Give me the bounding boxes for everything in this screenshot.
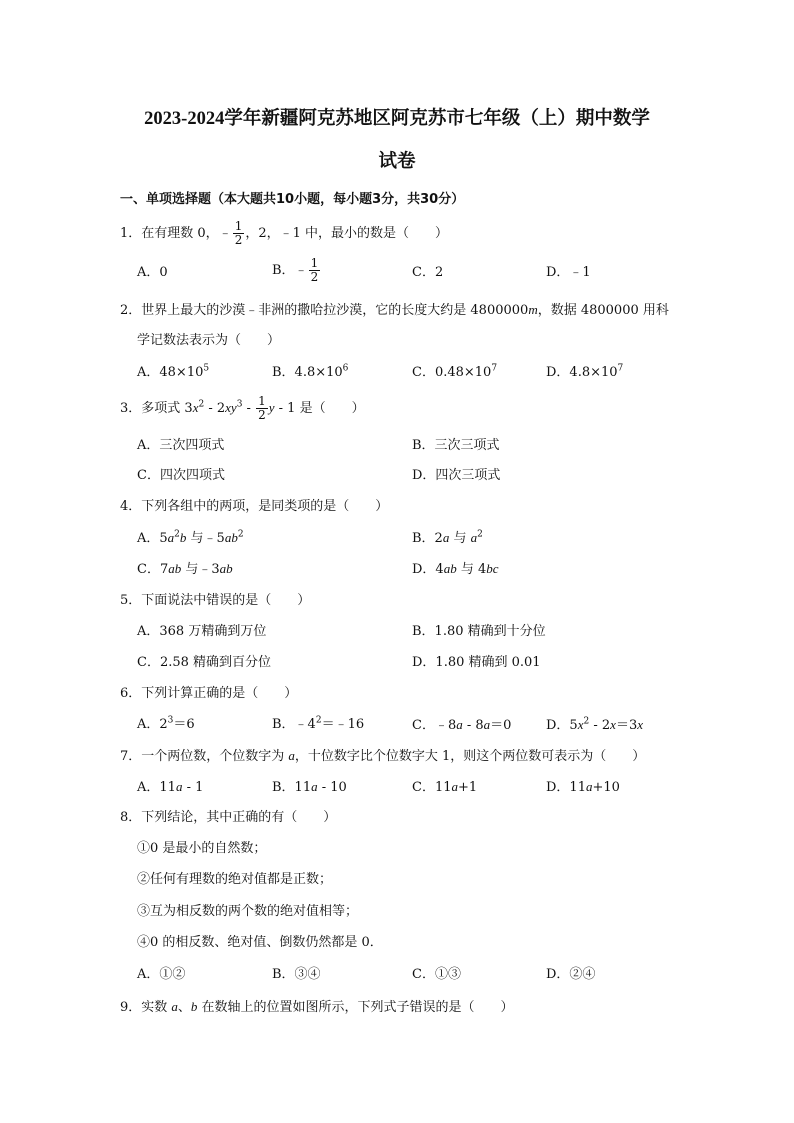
question-8-statement-1: ①0 是最小的自然数； bbox=[137, 841, 267, 856]
fraction: $\frac{1}{2}$ bbox=[258, 394, 266, 422]
question-7-option-a: A．11a - 1 bbox=[137, 779, 204, 795]
question-2-option-d: D．$4.8\times 10^7$ bbox=[546, 363, 624, 380]
question-5-option-c: C．2.58 精确到百分位 bbox=[137, 655, 272, 670]
question-6-option-d: D．$5x^2 - 2x=3x$ bbox=[546, 716, 643, 733]
question-1-option-c: C．2 bbox=[412, 265, 444, 280]
question-6-option-a: A．$2^3=6$ bbox=[137, 715, 195, 732]
question-3-option-c: C．四次四项式 bbox=[137, 468, 225, 483]
question-9-stem: 9．实数 a、b 在数轴上的位置如图所示，下列式子错误的是（ ） bbox=[120, 999, 514, 1015]
question-5-option-a: A．368 万精确到万位 bbox=[137, 624, 267, 639]
question-6-option-c: C．﹣8a - 8a＝0 bbox=[412, 717, 512, 733]
exam-title-line2: 试卷 bbox=[378, 152, 416, 172]
question-1-option-a: A．0 bbox=[137, 265, 168, 280]
question-6-stem: 6．下列计算正确的是（ ） bbox=[120, 686, 298, 701]
question-3-stem: 3．多项式 $3x^2 - 2xy^3$ - $\frac{1}{2}$ y - 1 是（ ） bbox=[120, 394, 365, 422]
question-1-option-b: B．﹣ $\frac{1}{2}$ bbox=[272, 256, 319, 284]
question-4-option-b: B．2a 与 $a^2$ bbox=[412, 529, 483, 546]
fraction: $\frac{1}{2}$ bbox=[310, 256, 319, 284]
question-3-option-d: D．四次三项式 bbox=[412, 468, 501, 483]
question-1-stem: 1．在有理数 0，﹣ $\frac{1}{2}$ ，2，﹣1 中，最小的数是（ ） bbox=[120, 219, 449, 247]
question-4-option-c: C．7ab 与﹣3ab bbox=[137, 561, 233, 577]
question-2-stem-line1: 2．世界上最大的沙漠﹣非洲的撒哈拉沙漠，它的长度大约是 4800000m，数据 4800000 用科 bbox=[120, 302, 669, 318]
question-3-option-a: A．三次四项式 bbox=[137, 438, 225, 453]
question-8-statement-3: ③互为相反数的两个数的绝对值相等； bbox=[137, 904, 359, 919]
question-7-stem: 7．一个两位数，个位数字为 a，十位数字比个位数字大 1，则这个两位数可表示为（ ） bbox=[120, 748, 646, 764]
question-2-option-a: A．$48\times 10^5$ bbox=[137, 363, 210, 380]
exam-title-line1: 2023-2024学年新疆阿克苏地区阿克苏市七年级（上）期中数学 bbox=[144, 109, 650, 129]
question-8-option-a: A．①② bbox=[137, 967, 186, 982]
fraction: $\frac{1}{2}$ bbox=[234, 219, 243, 247]
question-8-option-b: B．③④ bbox=[272, 967, 321, 982]
question-8-option-d: D．②④ bbox=[546, 967, 596, 982]
question-5-option-b: B．1.80 精确到十分位 bbox=[412, 624, 546, 639]
question-1-option-d: D．﹣1 bbox=[546, 265, 591, 280]
section-heading: 一、单项选择题（本大题共10小题，每小题3分，共30分） bbox=[120, 192, 465, 207]
question-4-option-a: A．$5a^2b$ 与$﹣5ab^2$ bbox=[137, 529, 244, 546]
question-2-option-b: B．$4.8\times 10^6$ bbox=[272, 363, 349, 380]
question-4-stem: 4．下列各组中的两项，是同类项的是（ ） bbox=[120, 499, 389, 514]
question-5-option-d: D．1.80 精确到 0.01 bbox=[412, 655, 541, 670]
question-4-option-d: D．4ab 与 4bc bbox=[412, 561, 499, 577]
question-3-option-b: B．三次三项式 bbox=[412, 438, 500, 453]
question-2-option-c: C．$0.48\times 10^7$ bbox=[412, 363, 498, 380]
question-8-statement-4: ④0 的相反数、绝对值、倒数仍然都是 0． bbox=[137, 935, 383, 950]
question-6-option-b: B．$﹣4^2=﹣16$ bbox=[272, 715, 365, 732]
question-8-stem: 8．下列结论，其中正确的有（ ） bbox=[120, 810, 337, 825]
question-8-option-c: C．①③ bbox=[412, 967, 461, 982]
question-7-option-c: C．11a+1 bbox=[412, 779, 478, 795]
question-7-option-d: D．11a+10 bbox=[546, 779, 620, 795]
question-5-stem: 5．下面说法中错误的是（ ） bbox=[120, 593, 311, 608]
question-8-statement-2: ②任何有理数的绝对值都是正数； bbox=[137, 872, 333, 887]
question-7-option-b: B．11a - 10 bbox=[272, 779, 347, 795]
question-2-stem-line2: 学记数法表示为（ ） bbox=[137, 333, 281, 348]
